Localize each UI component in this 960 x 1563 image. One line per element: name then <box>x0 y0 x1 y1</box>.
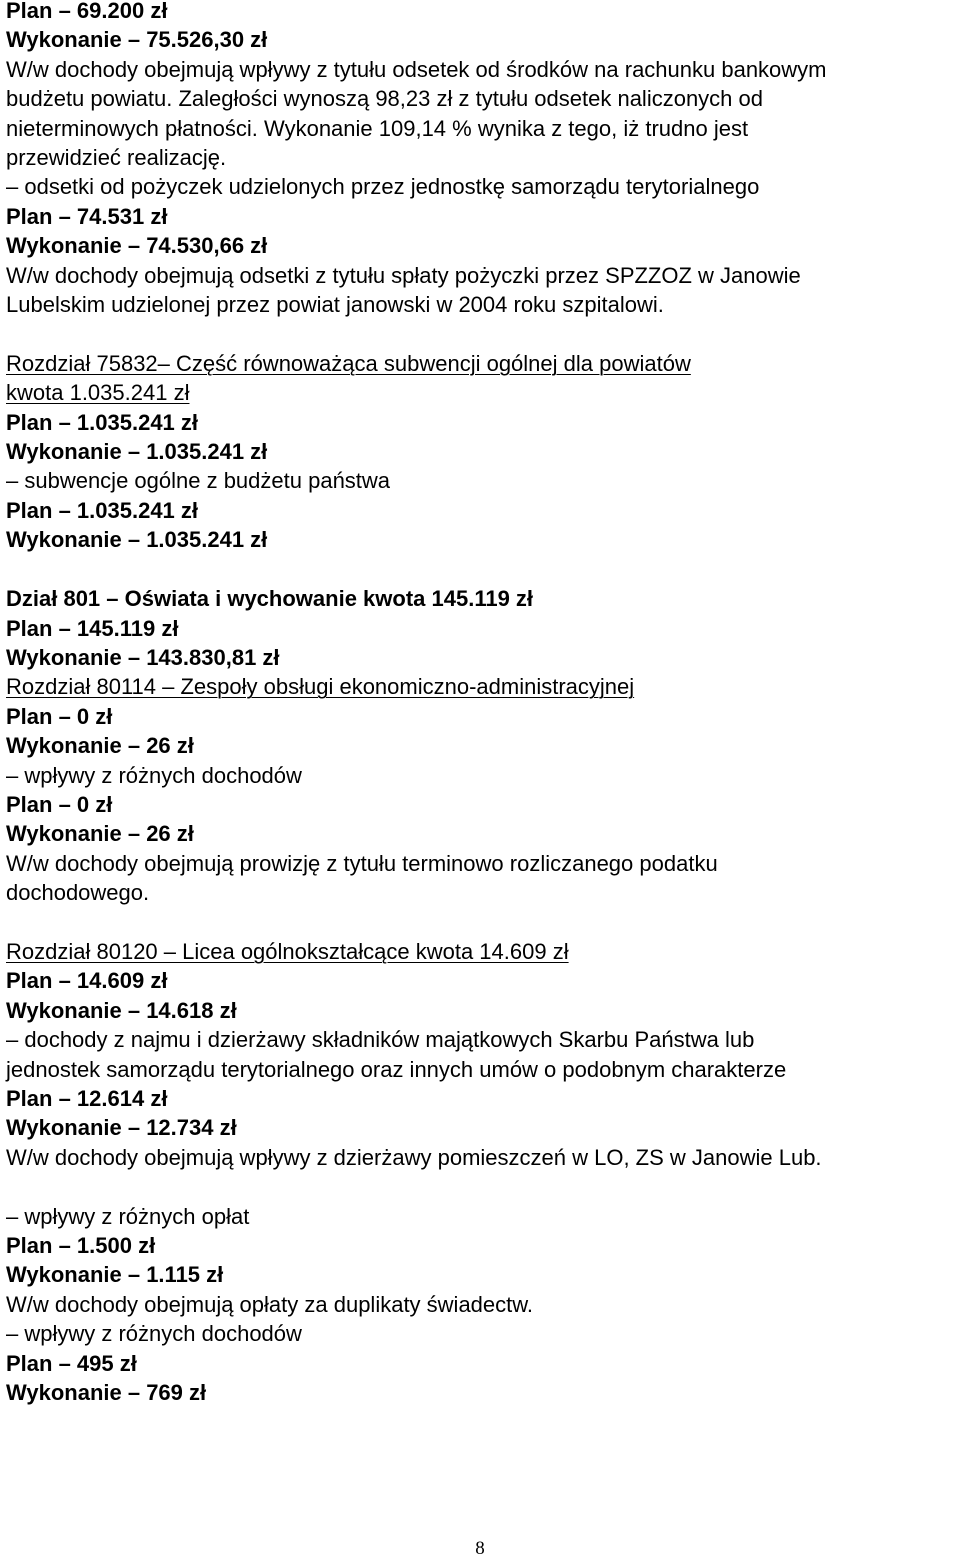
plan-line: Plan – 0 zł <box>6 791 113 817</box>
wykonanie-line: Wykonanie – 143.830,81 zł <box>6 644 280 670</box>
description-line: W/w dochody obejmują odsetki z tytułu spłaty pożyczki przez SPZZOZ w Janowie <box>6 262 801 288</box>
spacer <box>6 555 946 584</box>
description-line: W/w dochody obejmują wpływy z dzierżawy pomieszczeń w LO, ZS w Janowie Lub. <box>6 1144 822 1170</box>
description-line: Lubelskim udzielonej przez powiat janowski w 2004 roku szpitalowi. <box>6 292 664 318</box>
item-line: – wpływy z różnych opłat <box>6 1203 250 1229</box>
document-body <box>6 0 946 1407</box>
wykonanie-line: Wykonanie – 26 zł <box>6 733 194 759</box>
wykonanie-line: Wykonanie – 769 zł <box>6 1380 207 1406</box>
section-heading: Rozdział 75832– Część równoważąca subwencji ogólnej dla powiatów <box>6 350 691 376</box>
wykonanie-line: Wykonanie – 74.530,66 zł <box>6 233 268 259</box>
plan-line: Plan – 1.035.241 zł <box>6 409 199 435</box>
section-heading: Rozdział 80114 – Zespoły obsługi ekonomiczno-administracyjnej <box>6 674 635 700</box>
wykonanie-line: Wykonanie – 1.035.241 zł <box>6 439 268 465</box>
wykonanie-line: Wykonanie – 75.526,30 zł <box>6 27 268 53</box>
item-line: – wpływy z różnych dochodów <box>6 762 302 788</box>
plan-line: Plan – 1.500 zł <box>6 1233 156 1258</box>
description-line: W/w dochody obejmują prowizję z tytułu terminowo rozliczanego podatku <box>6 850 718 876</box>
plan-line: Plan – 14.609 zł <box>6 968 168 994</box>
wykonanie-line: Wykonanie – 14.618 zł <box>6 997 237 1023</box>
plan-line: Plan – 0 zł <box>6 703 113 729</box>
plan-line: Plan – 145.119 zł <box>6 615 179 641</box>
department-heading: Dział 801 – Oświata i wychowanie kwota 145.119 zł <box>6 586 534 612</box>
description-line: nieterminowych płatności. Wykonanie 109,14 % wynika z tego, iż trudno jest <box>6 115 749 141</box>
spacer <box>6 1172 946 1201</box>
description-line: W/w dochody obejmują opłaty za duplikaty świadectw. <box>6 1291 534 1317</box>
description-line: W/w dochody obejmują wpływy z tytułu odsetek od środków na rachunku bankowym <box>6 56 827 82</box>
wykonanie-line: Wykonanie – 12.734 zł <box>6 1115 237 1141</box>
plan-line: Plan – 12.614 zł <box>6 1085 168 1111</box>
spacer <box>6 319 946 348</box>
plan-line: Plan – 495 zł <box>6 1350 137 1376</box>
spacer <box>6 908 946 937</box>
description-line: przewidzieć realizację. <box>6 145 227 171</box>
item-line: jednostek samorządu terytorialnego oraz innych umów o podobnym charakterze <box>6 1056 787 1082</box>
wykonanie-line: Wykonanie – 26 zł <box>6 821 194 847</box>
description-line: budżetu powiatu. Zaległości wynoszą 98,23 zł z tytułu odsetek naliczonych od <box>6 86 763 112</box>
section-amount: kwota 1.035.241 zł <box>6 380 190 406</box>
item-line: – dochody z najmu i dzierżawy składników majątkowych Skarbu Państwa lub <box>6 1027 755 1053</box>
wykonanie-line: Wykonanie – 1.035.241 zł <box>6 527 268 553</box>
plan-line: Plan – 69.200 zł <box>6 0 168 23</box>
wykonanie-line: Wykonanie – 1.115 zł <box>6 1262 224 1288</box>
page-number: 8 <box>475 1538 485 1559</box>
plan-line: Plan – 1.035.241 zł <box>6 497 199 523</box>
item-line: – wpływy z różnych dochodów <box>6 1321 302 1347</box>
item-line: – odsetki od pożyczek udzielonych przez jednostkę samorządu terytorialnego <box>6 174 760 200</box>
plan-line: Plan – 74.531 zł <box>6 203 168 229</box>
item-line: – subwencje ogólne z budżetu państwa <box>6 468 391 494</box>
description-line: dochodowego. <box>6 880 150 906</box>
section-heading: Rozdział 80120 – Licea ogólnokształcące kwota 14.609 zł <box>6 938 569 964</box>
